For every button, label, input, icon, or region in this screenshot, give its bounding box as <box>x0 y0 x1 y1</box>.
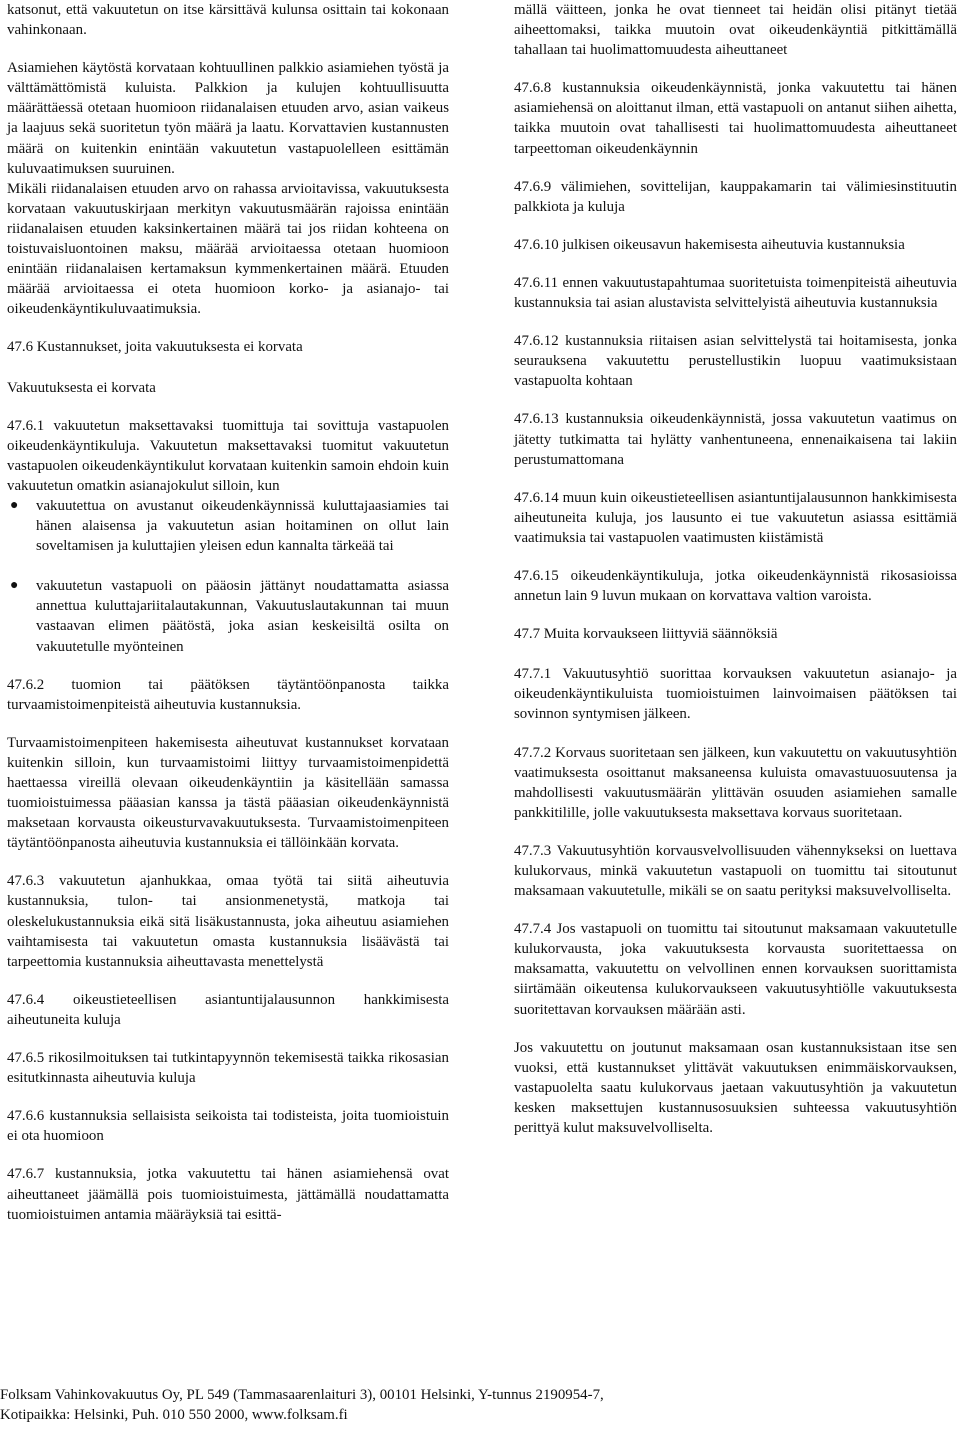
bullet-dot-icon: ● <box>10 578 19 594</box>
clause-47-6-13: 47.6.13 kustannuksia oikeudenkäynnistä, jossa vakuutetun vaatimus on jätetty tutkimatta tai hylätty vanhentuneena, ennenaikaisena tai lakiin perustumattomana <box>514 411 957 468</box>
section-heading-47-7: 47.7 Muita korvaukseen liittyviä säännöksiä <box>514 626 778 643</box>
clause-47-7-4: 47.7.4 Jos vastapuoli on tuomittu tai sitoutunut maksamaan vakuutetulle kulukorvausta, joka vakuutuksesta korvausta suoritettaessa on maksamatta, vakuutettu on velvollinen ennen korvauksen suorittamista siirtämään oikeutensa kulukorvaukseen vakuutusyhtiölle vakuutuksesta suoritettavan korvauksen määrään asti. <box>514 921 957 1018</box>
paragraph-turvaamistoimenpide: Turvaamistoimenpiteen hakemisesta aiheutuvat kustannukset korvataan kuitenkin silloin, kun turvaamistoimi liittyy turvaamistoimenpidettä haettaessa vireillä olevaan oikeudenkäyntiin ja käsitellään samassa tuomioistuimessa pääasian kanssa ja tästä pääasian oikeudenkäynnistä maksetaan korvausta oikeusturvavakuutuksesta. Turvaamistoimenpiteen täytäntöönpanosta aiheutuvia kustannuksia ei tällöinkään korvata. <box>7 734 449 852</box>
clause-47-7-3: 47.7.3 Vakuutusyhtiön korvausvelvollisuuden vähennykseksi on luettava kulukorvaus, minkä vakuutetun vastapuoli on tuomittu tai sitoutunut maksamaan vakuutetulle, mikäli se on saatu perityksi maksuvelvolliselta. <box>514 842 957 900</box>
clause-47-6-11: 47.6.11 ennen vakuutustapahtumaa suoritetuista toimenpiteistä aiheutuvia kustannuksia tai asian alustavista selvittelyistä aiheutuvia kustannuksia <box>514 274 957 312</box>
bullet-item <box>7 496 449 556</box>
clause-47-7-1: 47.7.1 Vakuutusyhtiö suorittaa korvauksen vakuutetun asianajo- ja oikeudenkäyntikuluista tuomioistuimen lainvoimaisen päätöksen tai sovinnon syntymisen jälkeen. <box>514 666 957 723</box>
clause-47-7-2: 47.7.2 Korvaus suoritetaan sen jälkeen, kun vakuutettu on vakuutusyhtiön vaatimuksesta osoittanut maksaneensa kuluista omavastuuosuutensa ja mahdollisesti vakuutusmäärän ylittävän osuuden asiamiehen samalle pankkitilille, jolle vakuutuksesta maksettava korvaus suoritetaan. <box>514 744 957 821</box>
bullet-item <box>7 576 449 656</box>
clause-47-6-4: 47.6.4 oikeustieteellisen asiantuntijalausunnon hankkimisesta aiheutuneita kuluja <box>7 991 449 1028</box>
clause-47-6-6: 47.6.6 kustannuksia sellaisista seikoista tai todisteista, joita tuomioistuin ei ota huomioon <box>7 1108 449 1145</box>
page-footer <box>0 1385 960 1425</box>
clause-47-6-7-continued: mällä väitteen, jonka he ovat tienneet tai heidän olisi pitänyt tietää aiheettomaksi, taikka muutoin ovat oikeudenkäyntiä pitkittämällä tahallaan tai huolimattomuudesta aiheuttaneet <box>514 2 957 59</box>
clause-47-6-12: 47.6.12 kustannuksia riitaisen asian selvittelystä tai hoitamisesta, jonka seurauksena vakuutettu perustellustikin luopuu vaatimuksistaan vastapuolta kohtaan <box>514 333 957 390</box>
footer-contact-line: Kotipaikka: Helsinki, Puh. 010 550 2000, www.folksam.fi <box>0 1407 348 1424</box>
clause-47-6-7: 47.6.7 kustannuksia, jotka vakuutettu tai hänen asiamiehensä ovat aiheuttaneet jäämällä pois tuomioistuimesta, jättämällä noudattamatta tuomioistuimen antamia määräyksiä tai esittä- <box>7 1166 449 1223</box>
paragraph-kulukorvauksen-jako: Jos vakuutettu on joutunut maksamaan osan kustannuksistaan itse sen vuoksi, että kustannukset ylittävät vakuutuksen enimmäiskorvauksen, vastapuolelta saatu kulukorvaus jaetaan vakuutusyhtiön ja vakuutetun kesken maksettujen kustannusosuuksien suhteessa vakuutusyhtiön perittyä kulut maksuvelvolliselta. <box>514 1039 957 1137</box>
clause-47-6-1: 47.6.1 vakuutetun maksettavaksi tuomittuja tai sovittuja vastapuolen oikeudenkäyntikuluja. Vakuutetun maksettavaksi tuomitut vakuutetun vastapuolen oikeudenkäyntikulut korvataan kuitenkin samoin ehdoin kuin vakuutetun omatkin asianajokulut silloin, kun <box>7 417 449 494</box>
bullet-text: vakuutettua on avustanut oikeudenkäynnissä kuluttajaasiamies tai hänen alaisensa ja vakuutetun asian hoitaminen on ollut lain soveltamisen ja kuluttajien yleisen edun kannalta tärkeää tai <box>36 497 449 555</box>
clause-47-6-10: 47.6.10 julkisen oikeusavun hakemisesta aiheutuvia kustannuksia <box>514 236 905 253</box>
right-column <box>514 0 957 1156</box>
paragraph-asiamiehen-palkkio: Asiamiehen käytöstä korvataan kohtuullinen palkkio asiamiehen työstä ja välttämättömistä kuluista. Palkkion ja kulujen kohtuullisuutta määrättäessä otetaan huomioon riidanalaisen etuuden arvo, asian vaikeus ja laajuus sekä suoritetun työn määrä ja laatu. Korvattavien kustannusten määrä on kuitenkin enintään vakuutetun vastapuolelleen esittämän kuluvaatimuksen suuruinen. <box>7 60 449 177</box>
bullet-list <box>7 496 449 657</box>
clause-47-6-3: 47.6.3 vakuutetun ajanhukkaa, omaa työtä tai siitä aiheutuvia kustannuksia, tulon- tai ansionmenetystä, matkoja tai oleskelukustannuksia eikä sitä lisäkustannusta, joka aiheutuu asiamiehen vaihtamisesta tai vakuutetun omasta kustannuksia lisäävästä tai tarpeettomia kustannuksia aiheuttavasta menettelystä <box>7 873 449 970</box>
clause-47-6-5: 47.6.5 rikosilmoituksen tai tutkintapyynnön tekemisestä taikka rikosasian esitutkinnasta aiheutuvia kuluja <box>7 1050 449 1087</box>
paragraph-riidanalainen-etuus: Mikäli riidanalaisen etuuden arvo on rahassa arvioitavissa, vakuutuksesta korvataan vakuutuskirjaan merkityn vakuutusmäärän rajoissa enintään riidanalaisen etuuden kaksinkertainen määrä tai jos riidan kohteena on toistuvaisluontoinen maksu, määrää arvioitaessa otetaan huomioon enintään riidanalaisen kertamaksun kymmenkertainen määrä. Etuuden määrää arvioitaessa ei oteta huomioon korko- ja asianajo- tai oikeudenkäyntikuluvaatimuksia. <box>7 180 449 318</box>
footer-company-line: Folksam Vahinkovakuutus Oy, PL 549 (Tammasaarenlaituri 3), 00101 Helsinki, Y-tunnus 2190954-7, <box>0 1387 604 1403</box>
clause-47-6-15: 47.6.15 oikeudenkäyntikuluja, jotka oikeudenkäynnistä rikosasioissa annetun lain 9 luvun mukaan on korvattava valtion varoista. <box>514 567 957 605</box>
clause-47-6-8: 47.6.8 kustannuksia oikeudenkäynnistä, jonka vakuutettu tai hänen asiamiehensä on aloittanut ilman, että vastapuoli on antanut siihen aihetta, taikka muutoin ovat tahallisesti tai huolimattomuudesta aiheuttaneet tarpeettoman oikeudenkäynnin <box>514 80 957 157</box>
left-column <box>7 0 449 1243</box>
clause-47-6-9: 47.6.9 välimiehen, sovittelijan, kauppakamarin tai välimiesinstituutin palkkiota ja kuluja <box>514 178 957 215</box>
paragraph-intro: katsonut, että vakuutetun on itse kärsittävä kulunsa osittain tai kokonaan vahinkonaan. <box>7 2 449 39</box>
clause-47-6-14: 47.6.14 muun kuin oikeustieteellisen asiantuntijalausunnon hankkimisesta aiheutuneita kuluja, jos lausunto ei tue vakuutetun asiassa esittämiä vaatimuksia tai vastapuolen vaatimusten kiistämistä <box>514 489 957 546</box>
clause-47-6-2: 47.6.2 tuomion tai päätöksen täytäntöönpanosta taikka turvaamistoimenpiteistä aiheutuvia kustannuksia. <box>7 676 449 713</box>
bullet-text: vakuutetun vastapuoli on pääosin jättänyt noudattamatta asiassa annettua kuluttajariitalautakunnan, Vakuutuslautakunnan tai muun vastaavan elimen päätöstä, joka asian keskeisiltä osilta on vakuutetulle myönteinen <box>36 578 449 655</box>
section-heading-47-6: 47.6 Kustannukset, joita vakuutuksesta ei korvata <box>7 339 303 356</box>
bullet-dot-icon: ● <box>10 497 19 513</box>
subheading-ei-korvata: Vakuutuksesta ei korvata <box>7 379 156 396</box>
